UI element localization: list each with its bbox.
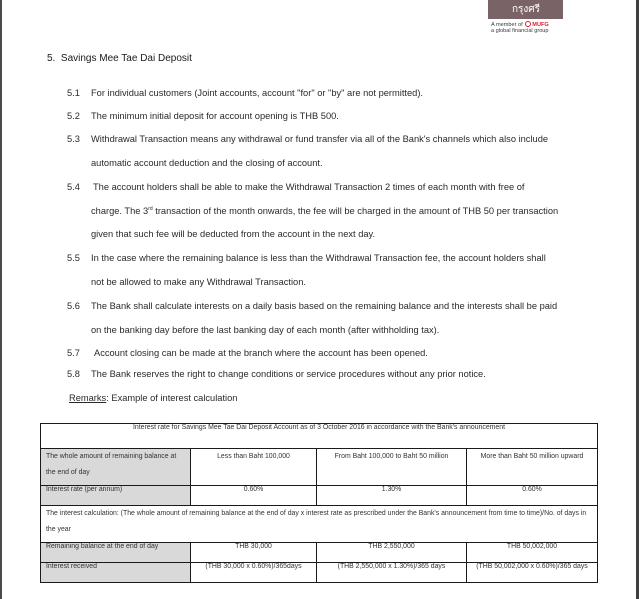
item-text: For individual customers (Joint accounts, account "for" or "by" are not permitted). — [91, 88, 424, 98]
item-number: 5.2 — [67, 111, 80, 121]
calc-note: The interest calculation: (The whole amount of remaining balance at the end of day x interest rate as prescribed under the Bank's announcement from time to time)/No. of days in the year — [41, 506, 598, 543]
item-number: 5.6 — [67, 301, 80, 311]
balance-header: The whole amount of remaining balance at the end of day — [41, 449, 191, 486]
section-title — [47, 53, 192, 64]
interest-formula: (THB 30,000 x 0.60%)/365days — [191, 563, 317, 583]
table-row — [41, 486, 598, 506]
balance-value: THB 2,550,000 — [317, 543, 467, 563]
table-row — [41, 563, 598, 583]
page-left-edge — [0, 0, 2, 599]
item-text-part: transaction of the month onwards, the fee will be charged in the amount of THB 50 per transaction — [155, 206, 559, 217]
remarks-label: Remarks — [69, 393, 107, 403]
mufg-logo-icon — [525, 21, 531, 27]
rate-value: 1.30% — [317, 486, 467, 506]
interest-formula: (THB 50,002,000 x 0.60%)/365 days — [467, 563, 598, 583]
balance-label: Remaining balance at the end of day — [41, 543, 191, 563]
table-title-row — [41, 424, 598, 449]
member-line — [491, 21, 549, 28]
rate-value: 0.60% — [467, 486, 598, 506]
interest-label: Interest received — [41, 563, 191, 583]
logo-text: กรุงศรี — [512, 4, 541, 15]
member-prefix: A member of — [491, 22, 523, 28]
ordinal-suffix: rd — [148, 206, 153, 212]
item-text: The account holders shall be able to make the Withdrawal Transaction 2 times of each month with free of — [93, 182, 525, 192]
rate-value: 0.60% — [191, 486, 317, 506]
item-number: 5.7 — [67, 348, 80, 358]
item-text-part: charge. The 3 — [91, 206, 149, 217]
remarks — [69, 393, 237, 403]
item-text: The minimum initial deposit for account opening is THB 500. — [91, 111, 339, 121]
item-text: In the case where the remaining balance is less than the Withdrawal Transaction fee, the account holders shall — [91, 253, 546, 263]
item-number: 5.1 — [67, 88, 80, 98]
item-text: given that such fee will be deducted from the account in the next day. — [91, 229, 376, 239]
item-number: 5.8 — [67, 369, 80, 379]
item-text: automatic account deduction and the closing of account. — [91, 158, 323, 168]
balance-value: THB 30,000 — [191, 543, 317, 563]
item-text: on the banking day before the last banking day of each month (after withholding tax). — [91, 325, 440, 335]
interest-formula: (THB 2,550,000 x 1.30%)/365 days — [317, 563, 467, 583]
tier-header: From Baht 100,000 to Baht 50 million — [317, 449, 467, 486]
tier-header: More than Baht 50 million upward — [467, 449, 598, 486]
item-text — [91, 206, 558, 216]
table-row — [41, 506, 598, 543]
table-row — [41, 543, 598, 563]
item-text: The Bank reserves the right to change conditions or service procedures without any prior notice. — [91, 369, 486, 379]
item-text: not be allowed to make any Withdrawal Transaction. — [91, 277, 306, 287]
item-number: 5.3 — [67, 134, 80, 144]
item-text: The Bank shall calculate interests on a daily basis based on the remaining balance and the interests shall be paid — [91, 301, 558, 311]
item-text: Withdrawal Transaction means any withdrawal or fund transfer via all of the Bank's channels which also include — [91, 134, 549, 144]
section-number: 5. — [47, 53, 56, 64]
mufg-brand: MUFG — [532, 22, 549, 28]
interest-rate-table — [40, 423, 598, 583]
section-title-text: Savings Mee Tae Dai Deposit — [60, 53, 192, 64]
rate-label: Interest rate (per annum) — [41, 486, 191, 506]
balance-value: THB 50,002,000 — [467, 543, 598, 563]
tier-header: Less than Baht 100,000 — [191, 449, 317, 486]
item-number: 5.5 — [67, 253, 80, 263]
member-line-2: a global financial group — [491, 28, 549, 34]
remarks-text: : Example of interest calculation — [106, 393, 238, 403]
table-row — [41, 449, 598, 486]
item-number: 5.4 — [67, 182, 80, 192]
table-title: Interest rate for Savings Mee Tae Dai Deposit Account as of 3 October 2016 in accordance with the Bank's announcement — [41, 424, 598, 449]
item-text: Account closing can be made at the branch where the account has been opened. — [94, 348, 428, 358]
